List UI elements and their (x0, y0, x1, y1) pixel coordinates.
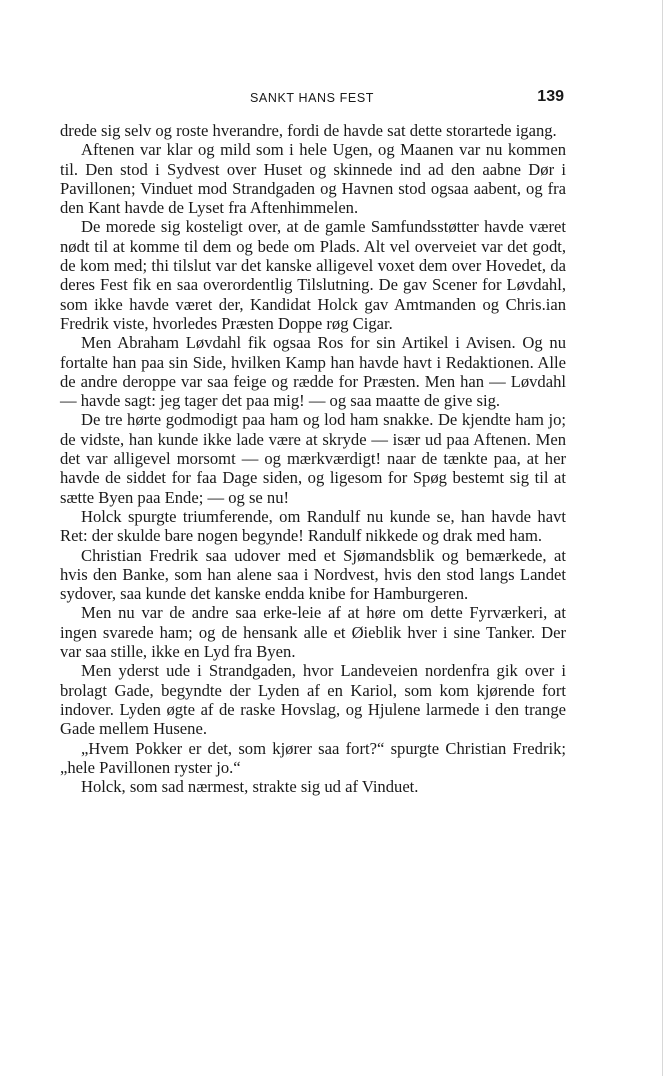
paragraph: Holck, som sad nærmest, strakte sig ud af Vinduet. (81, 777, 419, 797)
paragraph: Christian Fredrik saa udover med et Sjømandsblik og bemærkede, at hvis den Banke, som han alene saa i Nordvest, hvis den stod langs Landet sydover, saa kunde det kanske endda knibe for Hamburgeren. (60, 545, 566, 604)
paragraph: Holck spurgte triumferende, om Randulf nu kunde se, han havde havt Ret: der skulde bare nogen begynde! Randulf nikkede og drak med ham. (60, 506, 566, 546)
page-number: 139 (537, 88, 564, 105)
paragraph: Men nu var de andre saa erke-leie af at høre om dette Fyrværkeri, at ingen svarede ham; og de hensank alle et Øieblik hver i sine Tanker. Der var saa stille, ikke en Lyd fra Byen. (60, 603, 566, 662)
paragraph: „Hvem Pokker er det, som kjører saa fort?“ spurgte Christian Fredrik; „hele Pavillonen ryster jo.“ (60, 738, 566, 777)
running-head: SANKT HANS FEST (249, 91, 375, 105)
page-header (60, 88, 564, 108)
body-text (60, 121, 566, 796)
paragraph-continued: drede sig selv og roste hverandre, fordi de havde sat dette storartede igang. (60, 121, 557, 140)
paragraph: Men Abraham Løvdahl fik ogsaa Ros for sin Artikel i Avisen. Og nu fortalte han paa sin Side, hvilken Kamp han havde havt i Redaktionen. Alle de andre deroppe var saa feige og rædde for Præsten. Men han — Løvdahl — havde sagt: jeg tager det paa mig! — og saa maatte de give sig. (60, 333, 566, 411)
paragraph: Men yderst ude i Strandgaden, hvor Landeveien nordenfra gik over i brolagt Gade, begyndte der Lyden af en Kariol, som kom kjørende fort indover. Lyden øgte af de raske Hovslag, og Hjulene larmede i den trange Gade mellem Husene. (60, 661, 566, 739)
paragraph: De morede sig kosteligt over, at de gamle Samfundsstøtter havde været nødt til at komme til dem og bede om Plads. Alt vel overveiet var det godt, de kom med; thi tilslut var det kanske alligevel voxet dem over Hovedet, da deres Fest fik en saa overordentlig Tilslutning. De gav Scener for Løvdahl, som ikke havde været der, Kandidat Holck gav Amtmanden og Chris.ian Fredrik viste, hvorledes Præsten Doppe røg Cigar. (60, 217, 566, 333)
paragraph: De tre hørte godmodigt paa ham og lod ham snakke. De kjendte ham jo; de vidste, han kunde ikke lade være at skryde — især ud paa Aftenen. Men det var alligevel morsomt — og mærkværdigt! naar de tænkte paa, at her havde de siddet for faa Dage siden, og ligesom for Spøg bestemt sig til at sætte Byen paa Ende; — og se nu! (60, 410, 566, 507)
paragraph: Aftenen var klar og mild som i hele Ugen, og Maanen var nu kommen til. Den stod i Sydvest over Huset og skinnede ind ad den aabne Dør i Pavillonen; Vinduet mod Strandgaden og Havnen stod ogsaa aabent, og fra den Kant havde de Lyset fra Aftenhimmelen. (60, 140, 566, 218)
